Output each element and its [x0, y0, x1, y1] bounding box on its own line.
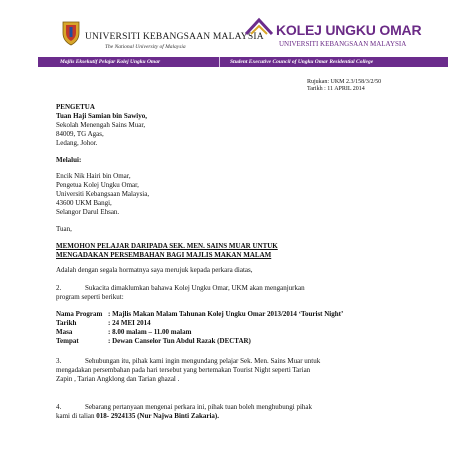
program-venue-label: Tempat — [56, 337, 79, 345]
via-address-line: Universiti Kebangsaan Malaysia, — [56, 190, 150, 198]
via-address-line: 43600 UKM Bangi, — [56, 199, 112, 207]
opening-paragraph: Adalah dengan segala hormatnya saya merujuk kepada perkara diatas, — [56, 266, 253, 274]
paragraph-2-line: Sukacita dimaklumkan bahawa Kolej Ungku Omar, UKM akan menganjurkan — [85, 284, 305, 292]
paragraph-3-line: Zapin , Tarian Angklong dan Tarian ghazal . — [56, 375, 180, 383]
paragraph-2-line: program seperti berikut: — [56, 293, 124, 301]
contact-phone: 018- 2924135 (Nur Najwa Binti Zakaria). — [96, 412, 220, 420]
banner-right-text: Student Executive Council of Ungku Omar Residential College — [230, 58, 374, 65]
ukm-crest-icon — [60, 20, 82, 46]
recipient-address-line: 84009, TG Agas, — [56, 130, 104, 138]
recipient-address-line: Ledang, Johor. — [56, 139, 98, 147]
via-label: Melalui: — [56, 156, 82, 164]
reference-number: Rujukan: UKM 2.3/158/3/2/50 — [307, 79, 382, 85]
banner-divider — [219, 57, 220, 67]
program-name-label: Nama Program — [56, 310, 103, 318]
program-date-label: Tarikh — [56, 319, 77, 327]
paragraph-4-text: kami di talian — [56, 412, 97, 420]
program-time-label: Masa — [56, 328, 73, 336]
paragraph-3-line: Sehubungan itu, pihak kami ingin mengundang pelajar Sek. Men. Sains Muar untuk — [85, 357, 321, 365]
paragraph-3-line: mengadakan persembahan pada hari tersebut yang bertemakan Tourist Night seperti Tarian — [56, 366, 311, 374]
paragraph-number: 2. — [56, 284, 62, 292]
via-address-line: Selangor Darul Ehsan. — [56, 208, 120, 216]
banner-left-text: Majlis Eksekutif Pelajar Kolej Ungku Omar — [60, 58, 161, 65]
program-venue-value: : Dewan Canselor Tun Abdul Razak (DECTAR) — [108, 337, 251, 345]
program-date-value: : 24 MEI 2014 — [108, 319, 151, 327]
ukm-tagline: The National University of Malaysia — [105, 44, 186, 50]
paragraph-4-line: Sebarang pertanyaan mengenai perkara ini, pihak tuan boleh menghubungi pihak — [85, 403, 313, 411]
paragraph-number: 3. — [56, 357, 62, 365]
subject-line: MEMOHON PELAJAR DARIPADA SEK. MEN. SAINS MUAR UNTUK — [56, 242, 278, 250]
recipient-title: PENGETUA — [56, 103, 95, 111]
program-name-value: : Majlis Makan Malam Tahunan Kolej Ungku Omar 2013/2014 ‘Tourist Night’ — [108, 310, 344, 318]
kolej-name: KOLEJ UNGKU OMAR — [276, 22, 422, 38]
kolej-subtitle: UNIVERSITI KEBANGSAAN MALAYSIA — [279, 40, 407, 48]
recipient-name: Tuan Haji Samian bin Sawiyo, — [56, 112, 147, 120]
kolej-roof-logo-icon — [244, 12, 274, 52]
paragraph-4-line — [56, 412, 219, 420]
recipient-address-line: Sekolah Menengah Sains Muar, — [56, 121, 146, 129]
ukm-name: UNIVERSITI KEBANGSAAN MALAYSIA — [85, 32, 264, 42]
subject-line: MENGADAKAN PERSEMBAHAN BAGI MAJLIS MAKAN MALAM — [56, 251, 272, 259]
salutation: Tuan, — [56, 225, 72, 233]
reference-date: Tarikh : 11 APRIL 2014 — [307, 86, 365, 92]
paragraph-number: 4. — [56, 403, 62, 411]
header-banner — [38, 57, 448, 67]
program-time-value: : 8.00 malam – 11.00 malam — [108, 328, 192, 336]
via-address-line: Pengetua Kolej Ungku Omar, — [56, 181, 139, 189]
via-name: Encik Nik Hairi bin Omar, — [56, 172, 131, 180]
